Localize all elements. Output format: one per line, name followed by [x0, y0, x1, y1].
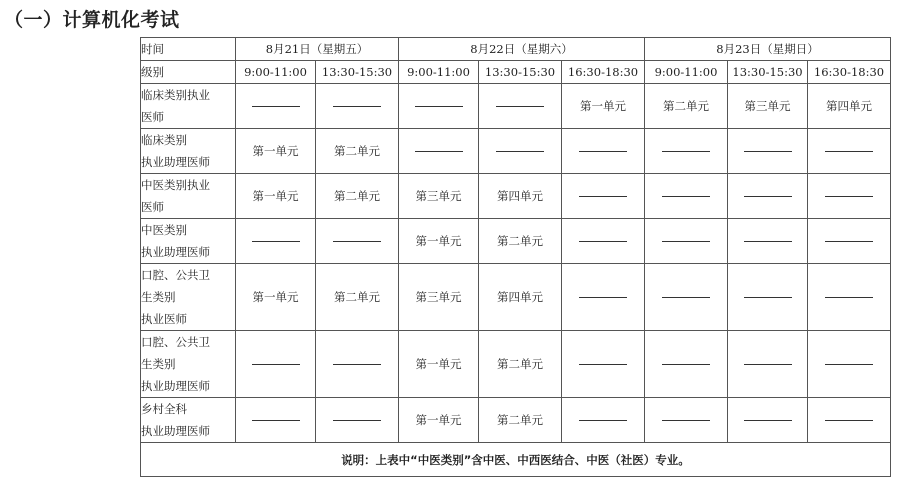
dash-line — [579, 196, 627, 197]
dash-line — [496, 151, 544, 152]
dash-line — [662, 364, 710, 365]
dash-line — [662, 297, 710, 298]
no-exam-cell — [236, 398, 316, 443]
level-label-line: 执业助理医师 — [141, 379, 210, 393]
dash-line — [252, 420, 300, 421]
time-slot-header: 9:00-11:00 — [399, 61, 479, 84]
level-label-line: 临床类别执业 — [141, 88, 210, 102]
table-row — [141, 219, 891, 264]
level-label-line: 口腔、公共卫 — [141, 335, 210, 349]
exam-unit-cell: 第一单元 — [399, 219, 479, 264]
table-row — [141, 331, 891, 398]
level-label-line: 执业医师 — [141, 312, 187, 326]
no-exam-cell — [645, 264, 728, 331]
no-exam-cell — [562, 219, 645, 264]
day-header: 8月23日（星期日） — [645, 38, 891, 61]
dash-line — [825, 297, 873, 298]
no-exam-cell — [808, 174, 891, 219]
no-exam-cell — [808, 264, 891, 331]
exam-unit-cell: 第二单元 — [316, 129, 399, 174]
table-row — [141, 84, 891, 129]
dash-line — [825, 364, 873, 365]
exam-unit-cell: 第一单元 — [399, 398, 479, 443]
exam-unit-cell: 第三单元 — [728, 84, 808, 129]
dash-line — [662, 196, 710, 197]
exam-unit-cell: 第二单元 — [316, 174, 399, 219]
dash-line — [579, 241, 627, 242]
time-slot-header: 13:30-15:30 — [728, 61, 808, 84]
no-exam-cell — [236, 219, 316, 264]
day-header: 8月21日（星期五） — [236, 38, 399, 61]
no-exam-cell — [399, 129, 479, 174]
time-slot-header: 13:30-15:30 — [316, 61, 399, 84]
level-label-line: 口腔、公共卫 — [141, 268, 210, 282]
no-exam-cell — [808, 129, 891, 174]
time-slot-header: 16:30-18:30 — [562, 61, 645, 84]
dash-line — [333, 420, 381, 421]
no-exam-cell — [479, 84, 562, 129]
exam-unit-cell: 第二单元 — [316, 264, 399, 331]
dash-line — [252, 364, 300, 365]
level-label-line: 执业助理医师 — [141, 424, 210, 438]
dash-line — [662, 241, 710, 242]
exam-unit-cell: 第一单元 — [236, 174, 316, 219]
table-row — [141, 264, 891, 331]
no-exam-cell — [728, 174, 808, 219]
section-heading: （一）计算机化考试 — [4, 9, 180, 31]
dash-line — [825, 196, 873, 197]
exam-schedule-table — [140, 37, 891, 477]
exam-unit-cell: 第一单元 — [236, 129, 316, 174]
level-label — [141, 219, 236, 264]
level-label-line: 医师 — [141, 200, 164, 214]
dash-line — [252, 106, 300, 107]
dash-line — [496, 106, 544, 107]
exam-unit-cell: 第三单元 — [399, 264, 479, 331]
dash-line — [333, 106, 381, 107]
dash-line — [744, 364, 792, 365]
no-exam-cell — [645, 398, 728, 443]
no-exam-cell — [808, 331, 891, 398]
table-note: 说明：上表中“中医类别”含中医、中西医结合、中医（社医）专业。 — [141, 443, 891, 477]
table-row — [141, 129, 891, 174]
level-label-line: 中医类别 — [141, 223, 187, 237]
no-exam-cell — [236, 331, 316, 398]
dash-line — [579, 420, 627, 421]
exam-unit-cell: 第四单元 — [479, 264, 562, 331]
level-label-line: 中医类别执业 — [141, 178, 210, 192]
time-slot-header: 16:30-18:30 — [808, 61, 891, 84]
no-exam-cell — [562, 174, 645, 219]
dash-line — [825, 241, 873, 242]
level-label — [141, 264, 236, 331]
no-exam-cell — [479, 129, 562, 174]
table-row — [141, 398, 891, 443]
no-exam-cell — [808, 398, 891, 443]
exam-unit-cell: 第二单元 — [645, 84, 728, 129]
dash-line — [744, 297, 792, 298]
level-label-line: 生类别 — [141, 290, 176, 304]
dash-line — [415, 106, 463, 107]
no-exam-cell — [562, 331, 645, 398]
dash-line — [744, 241, 792, 242]
dash-line — [744, 151, 792, 152]
exam-unit-cell: 第四单元 — [808, 84, 891, 129]
dash-line — [825, 151, 873, 152]
no-exam-cell — [562, 129, 645, 174]
dash-line — [662, 420, 710, 421]
exam-unit-cell: 第一单元 — [399, 331, 479, 398]
dash-line — [252, 241, 300, 242]
no-exam-cell — [399, 84, 479, 129]
no-exam-cell — [645, 129, 728, 174]
exam-unit-cell: 第一单元 — [236, 264, 316, 331]
dash-line — [825, 420, 873, 421]
level-label — [141, 174, 236, 219]
no-exam-cell — [728, 219, 808, 264]
no-exam-cell — [728, 264, 808, 331]
no-exam-cell — [316, 84, 399, 129]
day-header: 8月22日（星期六） — [399, 38, 645, 61]
header-row-days — [141, 38, 891, 61]
exam-unit-cell: 第四单元 — [479, 174, 562, 219]
note-row — [141, 443, 891, 477]
no-exam-cell — [645, 174, 728, 219]
level-label-line: 执业助理医师 — [141, 245, 210, 259]
header-label-time: 时间 — [141, 38, 236, 61]
level-label-line: 执业助理医师 — [141, 155, 210, 169]
no-exam-cell — [562, 398, 645, 443]
dash-line — [333, 364, 381, 365]
exam-unit-cell: 第二单元 — [479, 331, 562, 398]
dash-line — [333, 241, 381, 242]
level-label — [141, 331, 236, 398]
no-exam-cell — [808, 219, 891, 264]
dash-line — [744, 196, 792, 197]
no-exam-cell — [728, 398, 808, 443]
no-exam-cell — [316, 219, 399, 264]
table-row — [141, 174, 891, 219]
time-slot-header: 13:30-15:30 — [479, 61, 562, 84]
exam-unit-cell: 第三单元 — [399, 174, 479, 219]
level-label-line: 乡村全科 — [141, 402, 187, 416]
dash-line — [579, 151, 627, 152]
level-label-line: 生类别 — [141, 357, 176, 371]
dash-line — [579, 364, 627, 365]
no-exam-cell — [645, 331, 728, 398]
exam-unit-cell: 第一单元 — [562, 84, 645, 129]
exam-unit-cell: 第二单元 — [479, 219, 562, 264]
dash-line — [579, 297, 627, 298]
header-label-level: 级别 — [141, 61, 236, 84]
level-label — [141, 398, 236, 443]
dash-line — [415, 151, 463, 152]
no-exam-cell — [236, 84, 316, 129]
dash-line — [744, 420, 792, 421]
no-exam-cell — [728, 331, 808, 398]
no-exam-cell — [562, 264, 645, 331]
dash-line — [662, 151, 710, 152]
exam-unit-cell: 第二单元 — [479, 398, 562, 443]
level-label-line: 医师 — [141, 110, 164, 124]
header-row-slots — [141, 61, 891, 84]
level-label — [141, 84, 236, 129]
time-slot-header: 9:00-11:00 — [645, 61, 728, 84]
no-exam-cell — [316, 398, 399, 443]
level-label — [141, 129, 236, 174]
level-label-line: 临床类别 — [141, 133, 187, 147]
time-slot-header: 9:00-11:00 — [236, 61, 316, 84]
no-exam-cell — [316, 331, 399, 398]
no-exam-cell — [645, 219, 728, 264]
no-exam-cell — [728, 129, 808, 174]
